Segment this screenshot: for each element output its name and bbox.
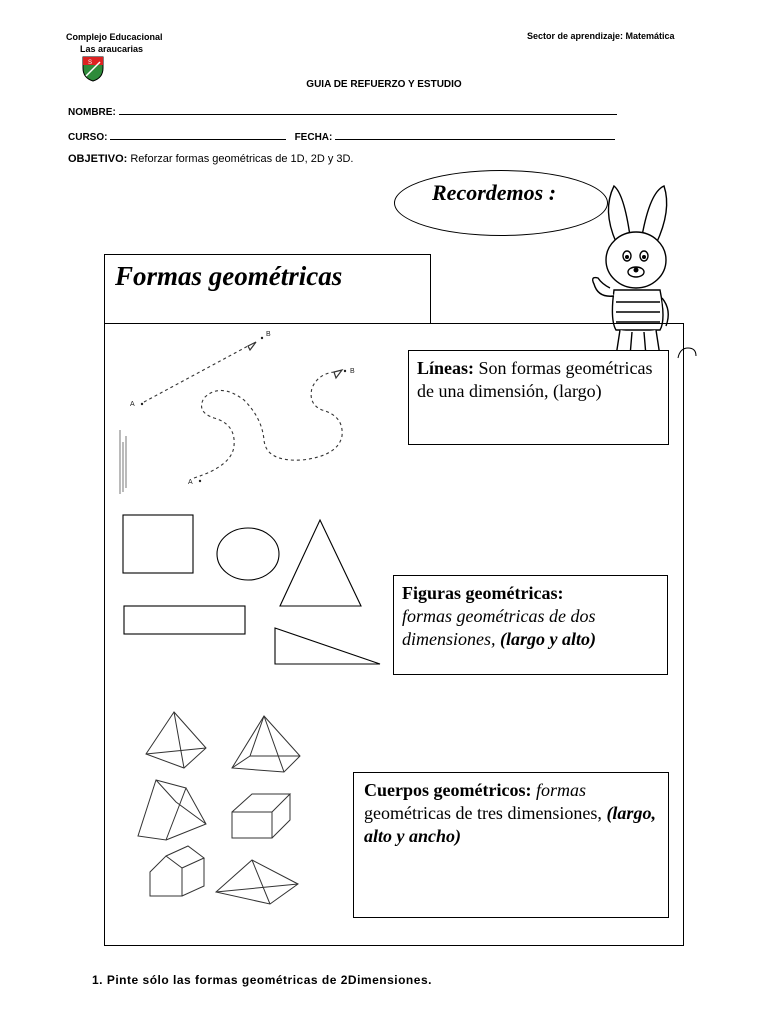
cuerpos-definition [353,772,669,918]
line1-label-b: B [266,331,271,338]
cuerpos-term: Cuerpos geométricos: [364,780,532,800]
objetivo [68,153,354,165]
objetivo-text: Reforzar formas geométricas de 1D, 2D y 3D. [127,153,354,165]
curso-label: CURSO: [68,132,108,143]
shapes-2d [118,508,388,673]
cuerpos-italic: formas [531,780,586,800]
nombre-field[interactable] [68,105,617,118]
fecha-label: FECHA: [294,132,333,143]
flat-pyramid-shape [216,860,298,904]
school-logo-icon [80,54,106,82]
cuerpos-plain: geométricas de tres dimensiones, [364,803,607,823]
rectangle-shape [124,606,245,634]
figuras-term: Figuras geométricas: [402,583,564,603]
subject-sector: Sector de aprendizaje: Matemática [527,31,675,41]
objetivo-label: OBJETIVO: [68,153,128,165]
figuras-definition [393,575,668,675]
school-name: Complejo Educacional [66,32,163,42]
curso-fecha-row [68,130,615,143]
section-title-box [104,254,431,323]
bubble-text: Recordemos : [432,180,557,205]
line2-label-b: B [350,368,355,375]
fecha-line[interactable] [335,130,615,140]
curso-line[interactable] [110,130,286,140]
solids-3d [132,708,312,908]
triangular-prism-shape [138,780,206,840]
line1-label-a: A [130,401,135,408]
circle-shape [217,528,279,580]
nombre-line[interactable] [119,105,617,115]
figuras-bold: (largo y alto) [500,629,596,649]
lines-illustration [112,326,372,496]
svg-text:S: S [88,60,93,66]
right-triangle-shape [275,628,380,664]
line2-label-a: A [188,479,193,486]
school-subname: Las araucarias [80,44,144,54]
triangular-pyramid-shape [146,712,206,768]
section-title: Formas geométricas [115,261,343,291]
pentagonal-prism-shape [150,846,204,896]
lineas-text: Son formas geométricas de una dimensión, (largo) [417,358,653,401]
nombre-label: NOMBRE: [68,107,116,118]
cuerpos-bold: (largo, alto y ancho) [364,803,656,846]
lineas-term: Líneas: [417,358,475,378]
instruction-1: 1. Pinte sólo las formas geométricas de 2Dimensiones. [92,973,432,987]
page-title: GUIA DE REFUERZO Y ESTUDIO [306,79,462,90]
lineas-definition [408,350,669,445]
school-name-block [66,31,163,55]
figuras-italic: formas geométricas de dos dimensiones, [402,606,596,649]
triangle-shape [280,520,361,606]
rectangular-prism-shape [232,794,290,838]
square-shape [123,515,193,573]
square-pyramid-shape [232,716,300,772]
